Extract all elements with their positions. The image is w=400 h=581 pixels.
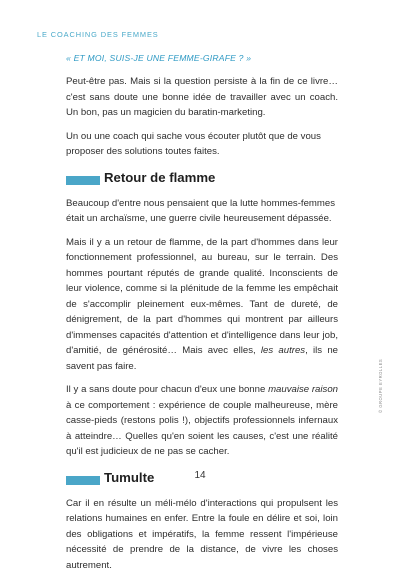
paragraph-text-end: , ils ne savent pas faire. — [66, 345, 339, 372]
paragraph-text: Mais il y a un retour de flamme, de la part d'hommes dans leur fonctionnement professionnel, au bureau, sur le terrain. Des hommes pourtant réputés de grande qualité. Inconscients de leur violence, comme si la plénitude de la femme les empêchait de s'accomplir pleinement eux-mêmes. Tant de dureté, de dénigrement, de la part d'hommes qui montrent par ailleurs d'immenses capacités d'attention et d'intelligence dans leur job, d'amitié, de générosité… Mais avec elles, — [66, 236, 338, 356]
emphasis-text: mauvaise raison — [268, 384, 338, 395]
section1-paragraph-3 — [66, 382, 338, 460]
running-head: LE COACHING DES FEMMES — [37, 30, 159, 39]
intro-paragraph-1: Peut-être pas. Mais si la question persiste à la fin de ce livre… c'est sans doute une bonne idée de travailler avec un coach. Un bon, pas un magicien du baratin-marketing. — [66, 76, 338, 118]
paragraph-text-end: à ce comportement : expérience de couple malheureuse, mère casse-pieds (restons polis !), objectifs professionnels infernaux à atteindre… Quelles qu'en soient les causes, c'est une réalité qu'il est judicieux de ne pas se cacher. — [66, 399, 338, 457]
section-title: Tumulte — [104, 469, 155, 485]
copyright-side-note: © GROUPE EYROLLES — [378, 358, 383, 413]
page-content — [66, 53, 338, 581]
emphasis-text: les autres — [260, 345, 306, 356]
section-marker-bar — [66, 176, 100, 185]
page-number: 14 — [194, 470, 206, 481]
section2-paragraph-1: Car il en résulte un méli-mélo d'interactions qui propulsent les relations humaines en enfer. Entre la foule en délire et soi, loin des obligations et impératifs, la femme ressent l'impérieuse nécessité de prendre de la distance, de vivre les choses autrement. — [66, 497, 338, 571]
section-heading-retour-de-flamme — [66, 170, 338, 188]
quote-heading: « ET MOI, SUIS-JE UNE FEMME-GIRAFE ? » — [66, 53, 252, 63]
section1-paragraph-1: Beaucoup d'entre nous pensaient que la lutte hommes-femmes était un archaïsme, une guerre civile heureusement dépassée. — [66, 197, 336, 224]
section1-paragraph-2 — [66, 235, 338, 375]
paragraph-text: Il y a sans doute pour chacun d'eux une bonne — [66, 384, 269, 395]
intro-paragraph-2: Un ou une coach qui sache vous écouter plutôt que de vous proposer des solutions toutes faites. — [66, 130, 321, 157]
section-title: Retour de flamme — [104, 169, 216, 185]
